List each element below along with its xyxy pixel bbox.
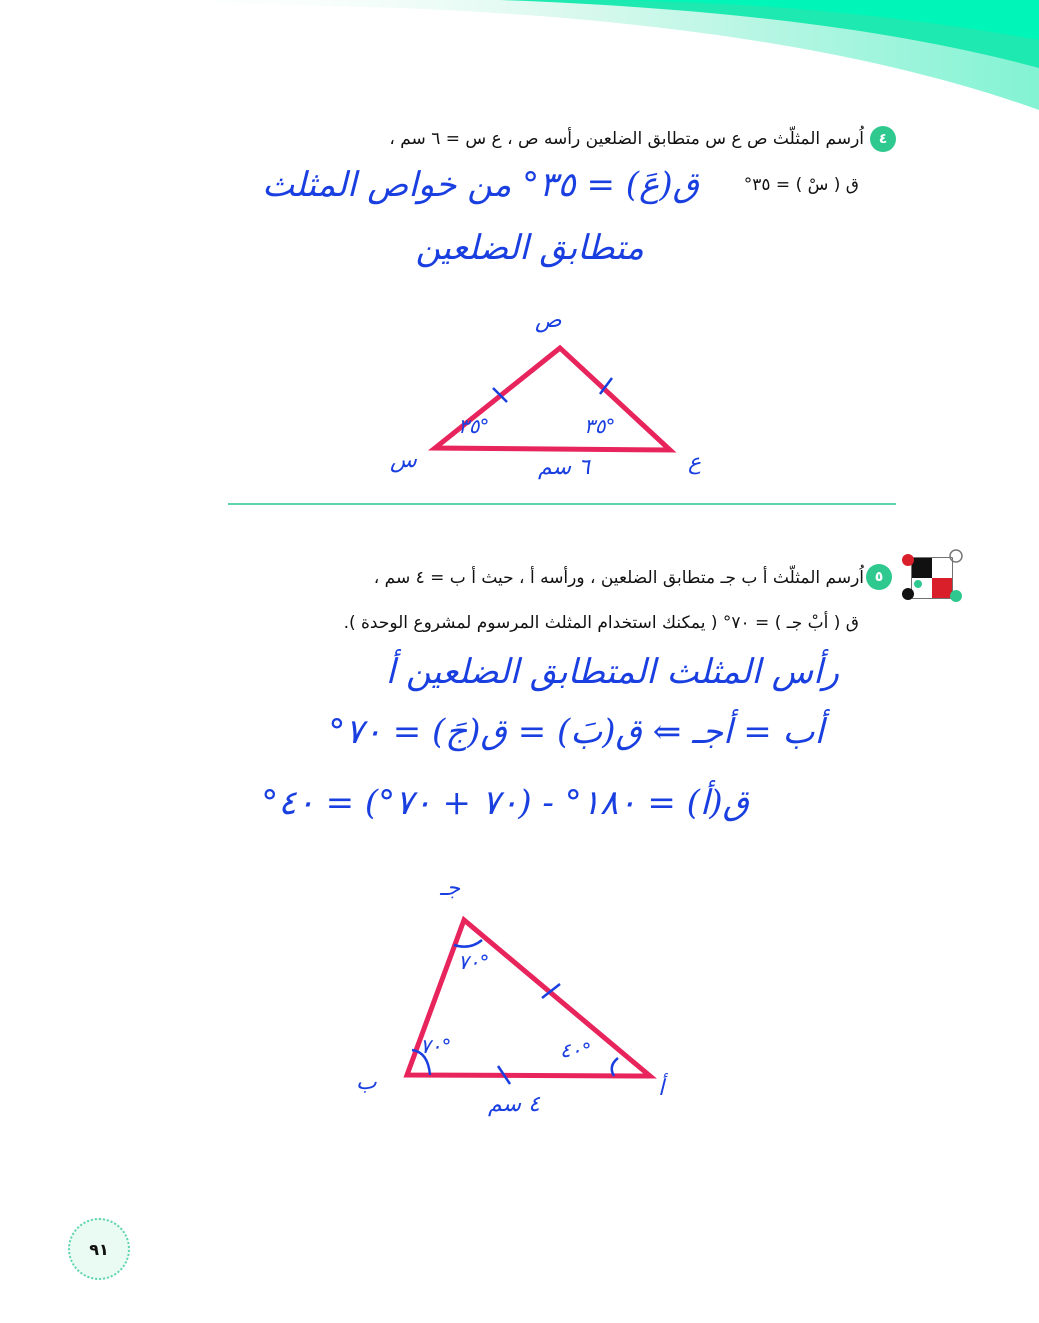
question-4-line-1: اُرسم المثلّث ص ع س متطابق الضلعين رأسه ص ، ع س = ٦ سم ، <box>389 129 864 149</box>
handwritten-answer-line-3: ق(أ) = ١٨٠° - (٧٠ + ٧٠°) = ٤٠° <box>261 783 749 823</box>
handwritten-answer-line-1: رأس المثلث المتطابق الضلعين أ <box>385 652 839 692</box>
question-5-line-1: اُرسم المثلّث أ ب جـ متطابق الضلعين ، ورأسه أ ، حيث أ ب = ٤ سم ، <box>373 568 864 588</box>
handwritten-answer-line-2: أب = أجـ ⇐ ق(بَ) = ق(جَ) = ٧٠° <box>328 712 824 752</box>
project-icon <box>898 548 966 604</box>
triangle-2-right-angle-label: ٤٠° <box>560 1038 592 1062</box>
triangle-1-left-vertex-label: س <box>390 448 417 473</box>
question-4-line-2: ق ( سْ ) = ٣٥° <box>743 175 859 195</box>
triangle-1-top-vertex-label: ص <box>535 308 562 333</box>
triangle-2-diagram <box>390 900 680 1100</box>
question-number-badge: ٥ <box>866 564 892 590</box>
header-wave <box>0 0 1039 120</box>
triangle-2-right-vertex-label: أ <box>658 1076 665 1101</box>
triangle-1-right-angle-label: ٣٥° <box>584 414 616 438</box>
angle-arc-right <box>612 1058 618 1076</box>
handwritten-answer-line-2: متطابق الضلعين <box>415 228 644 268</box>
section-divider <box>228 503 896 505</box>
triangle-2-left-vertex-label: ب <box>356 1070 377 1095</box>
triangle-1-right-vertex-label: ع <box>688 450 702 475</box>
triangle-2-top-vertex-label: جـ <box>440 876 461 901</box>
question-5-line-2: ق ( أبْ جـ ) = ٧٠° ( يمكنك استخدام المثلث المرسوم لمشروع الوحدة ). <box>343 613 859 633</box>
triangle-2-base-length-label: ٤ سم <box>488 1092 540 1117</box>
triangle-1-left-angle-label: ٣٥° <box>458 414 490 438</box>
handwritten-answer-line-1: ق(عَ) = ٣٥° من خواص المثلث <box>262 165 699 205</box>
page-number: ٩١ <box>68 1218 130 1280</box>
triangle-2-top-angle-label: ٧٠° <box>458 950 490 974</box>
triangle-2-left-angle-label: ٧٠° <box>420 1034 452 1058</box>
question-number-badge: ٤ <box>870 126 896 152</box>
triangle-1-base-length-label: ٦ سم <box>538 455 590 480</box>
